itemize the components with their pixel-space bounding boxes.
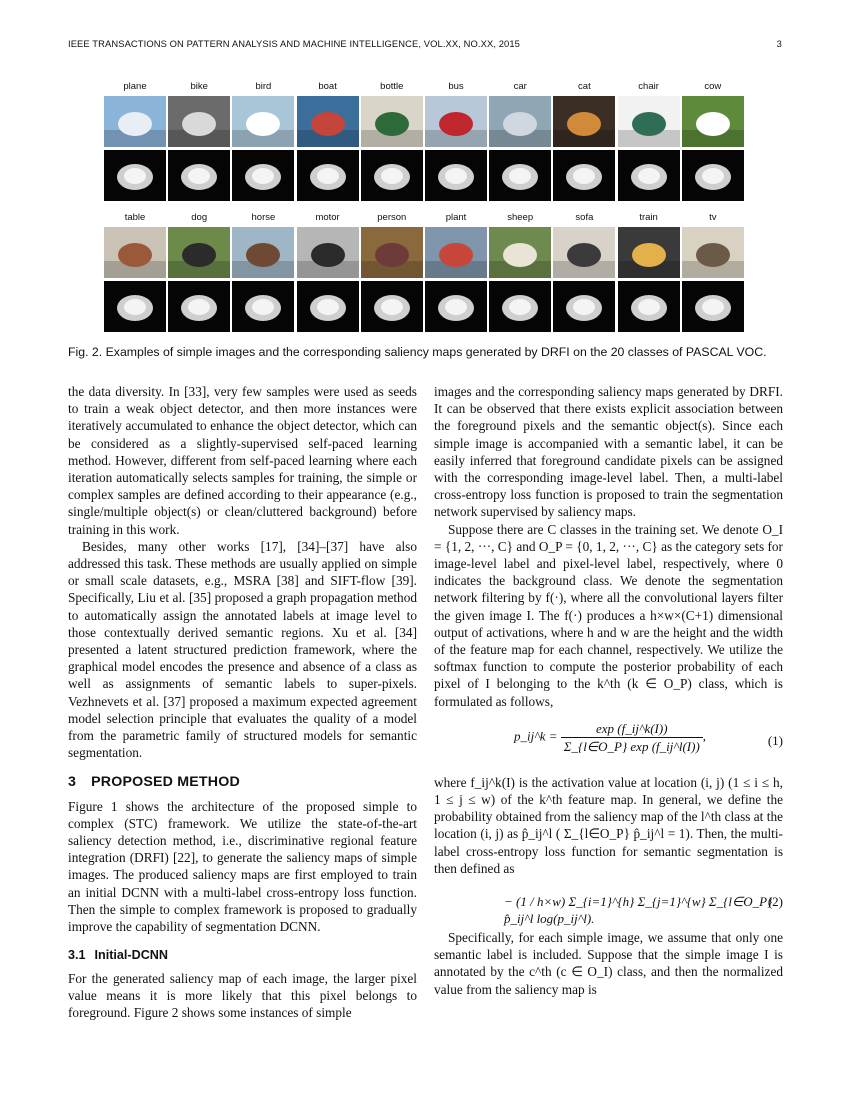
saliency-map [553,150,615,201]
example-image [104,227,166,278]
journal-title: IEEE TRANSACTIONS ON PATTERN ANALYSIS AND MACHINE INTELLIGENCE, VOL.XX, NO.XX, 2015 [68,38,520,49]
figure-caption: Fig. 2. Examples of simple images and the corresponding saliency maps generated by DRFI on the 20 classes of PASCAL VOC. [68,345,767,359]
class-label: plant [445,212,467,223]
saliency-map [104,150,166,201]
example-image [168,227,230,278]
page-number: 3 [776,38,782,49]
equation-body: p_ij^k = $\frac{\exp (f\_ij\^{}k(I))}{\Sigma\_\{l\in O\_P\} \exp (f\_ij\^{}l(I))}$ , [514,720,707,755]
section-title: PROPOSED METHOD [91,774,240,791]
paragraph: where f_ij^k(I) is the activation value at location (i, j) (1 ≤ i ≤ h, 1 ≤ j ≤ w) of the k^th feature map. In general, we define the probability obtained from the saliency map of the l^th class at the location (i, j) as p̂_ij^l ( Σ_{l∈O_P} p̂_ij^l = 1). Then, the multi-label cross-entropy loss function for semantic segmentation is then defined as [434,774,783,876]
class-label: dog [191,212,208,223]
saliency-map [489,281,551,332]
subsection-heading [68,947,417,964]
class-label: car [513,81,527,92]
equation-lhs: p_ij^k = [514,728,558,744]
example-image [489,227,551,278]
class-label: table [124,212,146,223]
equation-body: − (1 / h×w) Σ_{i=1}^{h} Σ_{j=1}^{w} Σ_{l∈O_P} p̂_ij^l log(p_ij^l). [504,894,773,927]
class-label: person [377,212,407,223]
example-image [553,227,615,278]
equation-1 [434,716,783,768]
class-label: cow [704,81,722,92]
example-image [425,227,487,278]
paragraph: the data diversity. In [33], very few samples were used as seeds to train a weak object detector, and then more instances were iteratively accumulated to enhance the object detector, which can be considered as a slightly-supervised self-paced learning method. However, different from self-paced learning where each iteration automatically selects samples for training, the simple or complex samples are defined according to their appearance (e.g., single/multiple object(s) or clean/cluttered background) before training in this work. [68,384,417,537]
class-label: train [639,212,658,223]
class-label: motor [315,212,340,223]
figure-row-1 [104,81,746,206]
saliency-map [297,150,359,201]
class-label: bird [255,81,272,92]
class-label: sofa [575,212,594,223]
class-label: bike [190,81,208,92]
running-header [68,38,782,52]
figure-2 [104,81,746,337]
paragraph: For the generated saliency map of each image, the larger pixel value means it is more likely that this pixel belongs to foreground. Figure 2 shows some instances of simple [68,970,417,1020]
example-image [618,227,680,278]
class-label: horse [251,212,276,223]
example-image [489,96,551,147]
saliency-map [618,150,680,201]
example-image [232,227,294,278]
saliency-map [682,150,744,201]
subsection-title: Initial-DCNN [94,948,168,963]
class-label: tv [709,212,717,223]
example-image [618,96,680,147]
example-image [168,96,230,147]
example-image [361,96,423,147]
class-label: cat [578,81,591,92]
paragraph: Besides, many other works [17], [34]–[37] have also addressed this task. These methods are usually applied on simple or small scale datasets, e.g., MSRA [38] and SIFT-flow [39]. Specifically, Liu et al. [35] proposed a graph propagation method to automatically assign the annotated labels at image level to those contextually derived semantic regions. Xu et al. [34] presented a latent structured prediction framework, where the graphical model encodes the presence and absence of a class as well as assignments of semantic labels to super-pixels. Vezhnevets et al. [37] proposed a maximum expected agreement model selection principle that evaluates the quality of a model from the parametric family of structured models for semantic segmentation. [68,538,417,761]
example-image [553,96,615,147]
example-image [361,227,423,278]
saliency-map [104,281,166,332]
saliency-map [297,281,359,332]
class-label: boat [318,81,337,92]
class-label: sheep [507,212,534,223]
example-image [232,96,294,147]
class-label: bus [448,81,464,92]
example-image [104,96,166,147]
equation-denominator: Σ_{l∈O_P} exp (f_ij^l(I)) [563,739,700,755]
right-column [434,383,783,998]
paragraph: Suppose there are C classes in the training set. We denote O_I = {1, 2, ···, C} and O_P = {0, 1, 2, ···, C} as the category sets for image-level label and pixel-level label, respectively, where 0 indicates the background class. We denote the segmentation network filtering by f(·), where all the convolutional layers filter the given image I. The f(·) produces a h×w×(C+1) dimensional output of activations, where h and w are the height and the width of the feature map for each channel, respectively. We utilize the softmax function to compute the posterior probability of each pixel of I belonging to the k^th (k ∈ O_P) class, which is formulated as follows, [434,521,783,709]
saliency-map [232,150,294,201]
saliency-map [232,281,294,332]
section-number: 3 [68,774,77,791]
saliency-map [425,150,487,201]
equation-fraction [561,720,703,755]
subsection-number: 3.1 [68,948,86,963]
example-image [682,96,744,147]
class-label: plane [123,81,147,92]
left-column [68,383,417,1021]
example-image [425,96,487,147]
saliency-map [168,281,230,332]
figure-row-2 [104,212,746,337]
example-image [297,227,359,278]
class-label: bottle [380,81,404,92]
saliency-map [553,281,615,332]
saliency-map [489,150,551,201]
equation-numerator: exp (f_ij^k(I)) [561,720,703,738]
saliency-map [425,281,487,332]
equation-number: (1) [767,732,783,748]
section-heading [68,774,417,791]
saliency-map [361,150,423,201]
example-image [297,96,359,147]
paragraph: Figure 1 shows the architecture of the proposed simple to complex (STC) framework. We utilize the state-of-the-art saliency detection method, i.e., discriminative regional feature integration (DRFI) [22], to generate the saliency maps of simple images. The produced saliency maps are first employed to train an initial DCNN with a multi-label cross-entropy loss function. Then the simple to complex framework is proposed to gradually improve the capability of segmentation DCNN. [68,798,417,935]
equation-number: (2) [767,894,783,910]
equation-2 [434,883,783,927]
paragraph: Specifically, for each simple image, we assume that only one semantic label is included. Suppose that the simple image I is annotated by the c^th (c ∈ O_I) class, and then the normalized value from the saliency map is [434,930,783,997]
saliency-map [361,281,423,332]
class-label: chair [638,81,659,92]
example-image [682,227,744,278]
saliency-map [682,281,744,332]
paragraph: images and the corresponding saliency maps generated by DRFI. It can be observed that there exists explicit association between the foreground pixels and the semantic object(s). Since each simple image is accompanied with a semantic label, it can be easily inferred that foreground candidate pixels can be assigned with the corresponding image-level label. Then, a multi-label cross-entropy loss function is proposed to train the segmentation network supervised by saliency maps. [434,384,783,520]
saliency-map [618,281,680,332]
saliency-map [168,150,230,201]
